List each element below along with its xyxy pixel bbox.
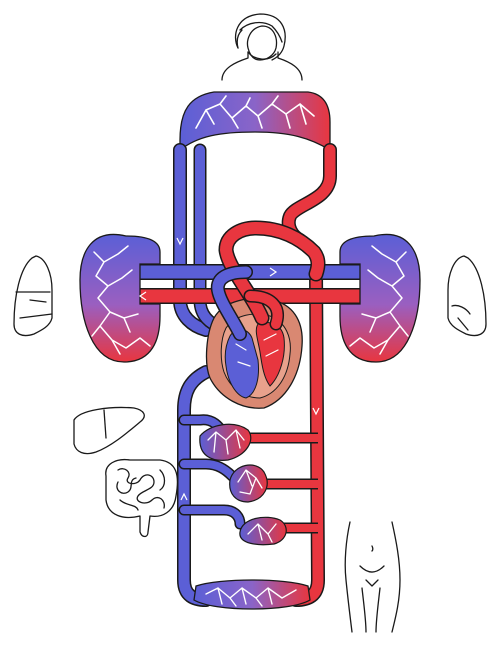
liver-icon (74, 408, 144, 454)
lower-body-icon (345, 522, 400, 632)
liver-capillary-loop (184, 420, 318, 461)
intestine-capillary-loop (184, 464, 318, 502)
lung-icon (14, 256, 52, 336)
head-bust-icon (222, 14, 302, 80)
lower-body-capillary-bed (194, 580, 310, 609)
intestine-icon (106, 460, 178, 537)
head-capillary-bed (180, 92, 330, 150)
lung-icon (448, 256, 486, 336)
kidney-capillary-loop (184, 510, 318, 545)
